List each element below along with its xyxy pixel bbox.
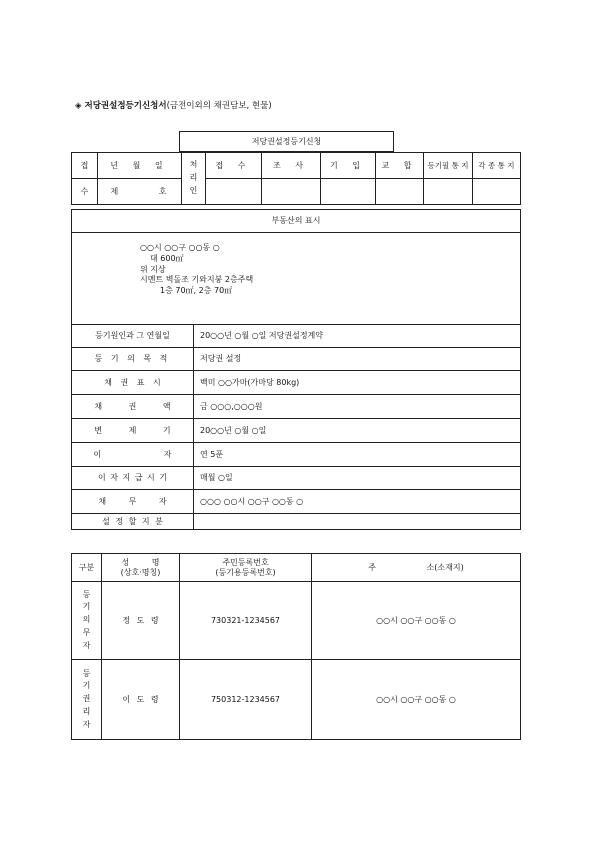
parties-table	[71, 553, 521, 740]
role-char: 의	[82, 615, 91, 625]
party-name-obligor[interactable]: 정 도 령	[102, 582, 180, 660]
role-char: 권	[82, 694, 91, 704]
property-line: 위 지상	[140, 264, 166, 274]
document-title-main: ◈ 저당권설정등기신청서	[75, 101, 167, 111]
field-value-due-date[interactable]: 20○○년 ○월 ○일	[194, 419, 521, 443]
col-verify: 교 합	[376, 153, 424, 179]
registration-form-table	[71, 209, 521, 530]
reception-header: 저당권설정등기신청	[180, 132, 394, 152]
field-value-interest[interactable]: 연 5푼	[194, 443, 521, 467]
parties-col-category: 구분	[72, 554, 102, 582]
parties-col-id-main: 주민등록번호	[222, 557, 269, 567]
field-value-purpose[interactable]: 저당권 설정	[194, 348, 521, 371]
col-review: 조 사	[262, 153, 321, 179]
cell-misc-notice[interactable]	[473, 179, 521, 205]
party-address-obligor[interactable]: ○○시 ○○구 ○○동 ○	[312, 582, 521, 660]
reception-no-label: 제 호	[98, 179, 182, 205]
party-role-obligor	[72, 582, 102, 660]
role-char: 자	[82, 640, 91, 650]
role-char: 무	[82, 627, 91, 637]
col-reception: 접 수	[206, 153, 262, 179]
field-value-share[interactable]	[194, 514, 521, 530]
party-id-obligee[interactable]: 750312-1234567	[180, 660, 312, 740]
role-char: 기	[82, 681, 91, 691]
reception-jeop-label: 접	[72, 153, 98, 179]
parties-col-name	[102, 554, 180, 582]
field-value-claim-description[interactable]: 백미 ○○가마(가마당 80kg)	[194, 371, 521, 395]
parties-col-name-sub: (상호·명칭)	[120, 567, 161, 577]
field-value-interest-payment[interactable]: 매월 ○일	[194, 467, 521, 490]
field-label-claim-amount: 채 권 액	[72, 395, 194, 419]
processor-char: 인	[189, 185, 198, 195]
field-value-claim-amount[interactable]: 금 ○○○,○○○원	[194, 395, 521, 419]
cell-registration-notice[interactable]	[424, 179, 473, 205]
col-entry: 기 입	[321, 153, 376, 179]
cell-entry[interactable]	[321, 179, 376, 205]
field-label-interest: 이 자	[72, 443, 194, 467]
processor-char: 리	[189, 173, 198, 183]
col-registration-notice: 등기필 통 지	[424, 153, 473, 179]
field-label-due-date: 변 제 기	[72, 419, 194, 443]
role-char: 리	[82, 706, 91, 716]
property-description	[72, 233, 521, 325]
field-label-interest-payment: 이 자 지 급 시 기	[72, 467, 194, 490]
property-line: 1층 70㎡, 2층 70㎡	[160, 286, 233, 296]
role-char: 등	[82, 589, 91, 599]
processor-label	[182, 153, 206, 205]
role-char: 자	[82, 719, 91, 729]
field-value-debtor[interactable]: ○○○ ○○시 ○○구 ○○동 ○	[194, 490, 521, 514]
field-label-cause: 등기원인과 그 연월일	[72, 325, 194, 348]
field-label-claim-description: 채 권 표 시	[72, 371, 194, 395]
field-value-cause[interactable]: 20○○년 ○월 ○일 저당권설정계약	[194, 325, 521, 348]
parties-col-name-main: 성 명	[121, 557, 160, 567]
property-line: 대 600㎡	[150, 253, 184, 263]
role-char: 기	[82, 602, 91, 612]
cell-reception[interactable]	[206, 179, 262, 205]
property-header: 부동산의 표시	[72, 210, 521, 233]
party-name-obligee[interactable]: 이 도 령	[102, 660, 180, 740]
reception-date-label: 년 월 일	[98, 153, 182, 179]
party-role-obligee	[72, 660, 102, 740]
document-title-sub: (금전이외의 채권담보, 현물)	[166, 101, 272, 111]
role-char: 등	[82, 668, 91, 678]
property-line: 시멘트 벽돌조 기와지붕 2층주택	[140, 275, 254, 285]
property-line: ○○시 ○○구 ○○동 ○	[140, 243, 220, 252]
col-misc-notice: 각 종 통 지	[473, 153, 521, 179]
processor-char: 처	[189, 160, 198, 170]
field-label-share: 설 정 할 지 분	[72, 514, 194, 530]
cell-review[interactable]	[262, 179, 321, 205]
field-label-purpose: 등 기 의 목 적	[72, 348, 194, 371]
party-id-obligor[interactable]: 730321-1234567	[180, 582, 312, 660]
reception-table	[71, 152, 521, 205]
parties-col-id	[180, 554, 312, 582]
parties-col-address: 주 소(소재지)	[312, 554, 521, 582]
field-label-debtor: 채 무 자	[72, 490, 194, 514]
reception-header-box	[179, 131, 394, 152]
reception-su-label: 수	[72, 179, 98, 205]
document-title	[75, 99, 272, 111]
party-address-obligee[interactable]: ○○시 ○○구 ○○동 ○	[312, 660, 521, 740]
parties-col-id-sub: (등기용등록번호)	[215, 567, 276, 577]
cell-verify[interactable]	[376, 179, 424, 205]
